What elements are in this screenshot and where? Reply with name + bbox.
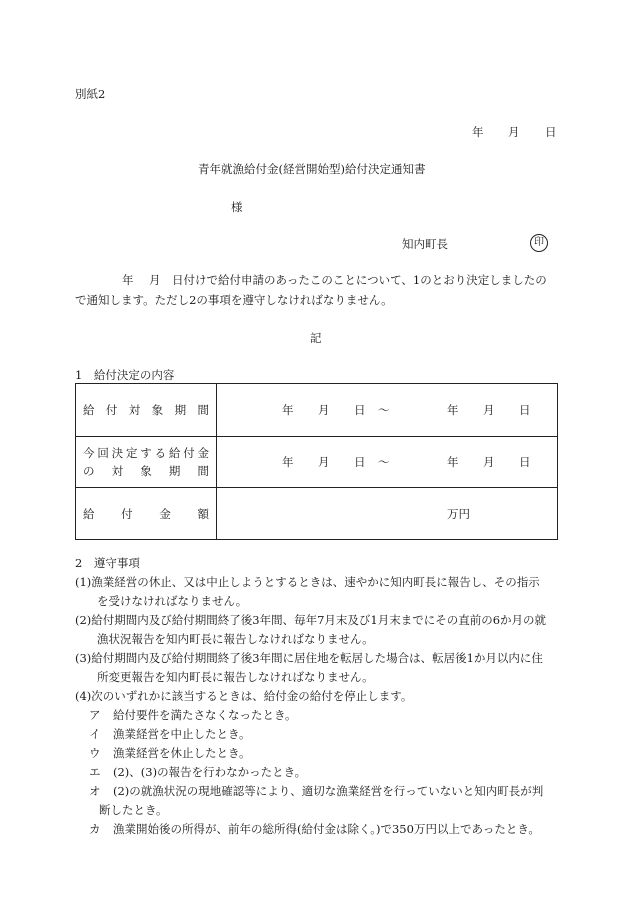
from-month: 月 bbox=[318, 455, 330, 469]
to-month: 月 bbox=[483, 403, 495, 417]
label-char: 決 bbox=[111, 446, 124, 460]
label-char: 期 bbox=[174, 403, 187, 417]
value-period bbox=[217, 384, 558, 437]
section2-heading: 2 遵守事項 bbox=[75, 556, 140, 570]
issuer-name: 知内町長 bbox=[402, 237, 448, 251]
rule-item-3-cont: 所変更報告を知内町長に報告しなければなりません。 bbox=[97, 670, 374, 684]
attachment-label: 別紙2 bbox=[75, 87, 106, 101]
intro-line2: で通知します。ただし2の事項を遵守しなければなりません。 bbox=[75, 293, 393, 307]
subitem-a-text: 給付要件を満たさなくなったとき。 bbox=[113, 708, 297, 722]
label-char: 付 bbox=[183, 446, 195, 460]
label-current-period bbox=[76, 437, 217, 488]
section1-heading: 1 給付決定の内容 bbox=[75, 368, 175, 382]
table-row bbox=[76, 437, 558, 488]
label-char: 付 bbox=[121, 506, 133, 521]
intro-month: 月 bbox=[149, 273, 161, 287]
intro-year: 年 bbox=[122, 273, 134, 287]
subitem-i-text: 漁業経営を中止したとき。 bbox=[113, 727, 251, 741]
addressee-suffix: 様 bbox=[231, 200, 243, 214]
to-day: 日 bbox=[519, 455, 531, 469]
label-char: 対 bbox=[128, 403, 141, 417]
label-char: る bbox=[154, 446, 167, 460]
label-char: 象 bbox=[151, 403, 164, 417]
rule-item-1-cont: を受けなければなりません。 bbox=[97, 594, 248, 608]
from-day: 日 bbox=[354, 455, 366, 469]
table-row bbox=[76, 384, 558, 437]
label-char: の bbox=[83, 464, 95, 478]
to-month: 月 bbox=[483, 455, 495, 469]
ki-heading: 記 bbox=[310, 331, 322, 345]
amount-unit: 万円 bbox=[447, 506, 470, 521]
date-year: 年 bbox=[472, 125, 484, 139]
label-period bbox=[76, 384, 217, 437]
label-char: 金 bbox=[197, 446, 209, 460]
tilde: ～ bbox=[378, 403, 390, 417]
label-char: 給 bbox=[168, 446, 181, 460]
subitem-e-text: (2)、(3)の報告を行わなかったとき。 bbox=[113, 765, 307, 779]
to-year: 年 bbox=[447, 403, 459, 417]
from-year: 年 bbox=[282, 455, 294, 469]
rule-item-2-cont: 漁状況報告を知内町長に報告しなければなりません。 bbox=[97, 632, 374, 646]
rule-item-3: (3)給付期間内及び給付期間終了後3年間に居住地を転居した場合は、転居後1か月以内に住 bbox=[75, 651, 543, 665]
label-char: 回 bbox=[97, 446, 109, 460]
decision-table bbox=[75, 383, 558, 540]
label-char: 間 bbox=[197, 403, 209, 417]
label-char: 期 bbox=[168, 464, 181, 478]
label-char: 金 bbox=[159, 506, 171, 521]
rule-item-4: (4)次のいずれかに該当するときは、給付金の給付を停止します。 bbox=[75, 689, 413, 703]
label-char: 定 bbox=[125, 446, 138, 460]
label-amount bbox=[76, 488, 217, 540]
label-char: 給 bbox=[83, 506, 95, 521]
subitem-a-mark: ア bbox=[89, 708, 101, 722]
subitem-ka-mark: カ bbox=[89, 822, 101, 836]
subitem-i-mark: イ bbox=[89, 727, 101, 741]
label-char: す bbox=[140, 446, 152, 460]
label-char: 給 bbox=[83, 403, 95, 417]
value-current-period bbox=[217, 437, 558, 488]
to-year: 年 bbox=[447, 455, 459, 469]
subitem-u-text: 漁業経営を休止したとき。 bbox=[113, 746, 251, 760]
table-row bbox=[76, 488, 558, 540]
subitem-o-text: (2)の就漁状況の現地確認等により、適切な漁業経営を行っていないと知内町長が判 bbox=[113, 784, 544, 798]
label-char: 対 bbox=[111, 464, 124, 478]
intro-line1: 日付けで給付申請のあったこのことについて、1のとおり決定しましたの bbox=[172, 273, 547, 287]
label-char: 今 bbox=[83, 446, 95, 460]
label-char: 額 bbox=[197, 506, 209, 521]
value-amount bbox=[217, 488, 558, 540]
subitem-o-mark: オ bbox=[89, 784, 101, 798]
date-month: 月 bbox=[508, 125, 520, 139]
label-char: 付 bbox=[105, 403, 118, 417]
subitem-ka-text: 漁業開始後の所得が、前年の総所得(給付金は除く。)で350万円以上であったとき。 bbox=[113, 822, 540, 836]
subitem-e-mark: エ bbox=[89, 765, 101, 779]
rule-item-1: (1)漁業経営の休止、又は中止しようとするときは、速やかに知内町長に報告し、その指示 bbox=[75, 575, 540, 589]
to-day: 日 bbox=[519, 403, 531, 417]
label-char: 象 bbox=[140, 464, 152, 478]
rule-item-2: (2)給付期間内及び給付期間終了後3年間、毎年7月末及び1月末までにその直前の6か月の就 bbox=[75, 613, 547, 627]
subitem-o-text-cont: 断したとき。 bbox=[99, 803, 168, 817]
label-char: 間 bbox=[197, 464, 209, 478]
from-day: 日 bbox=[354, 403, 366, 417]
from-month: 月 bbox=[318, 403, 330, 417]
date-day: 日 bbox=[545, 125, 557, 139]
document-title: 青年就漁給付金(経営開始型)給付決定通知書 bbox=[198, 162, 426, 176]
subitem-u-mark: ウ bbox=[89, 746, 101, 760]
tilde: ～ bbox=[378, 455, 390, 469]
seal-stamp: 印 bbox=[530, 234, 548, 252]
from-year: 年 bbox=[282, 403, 294, 417]
